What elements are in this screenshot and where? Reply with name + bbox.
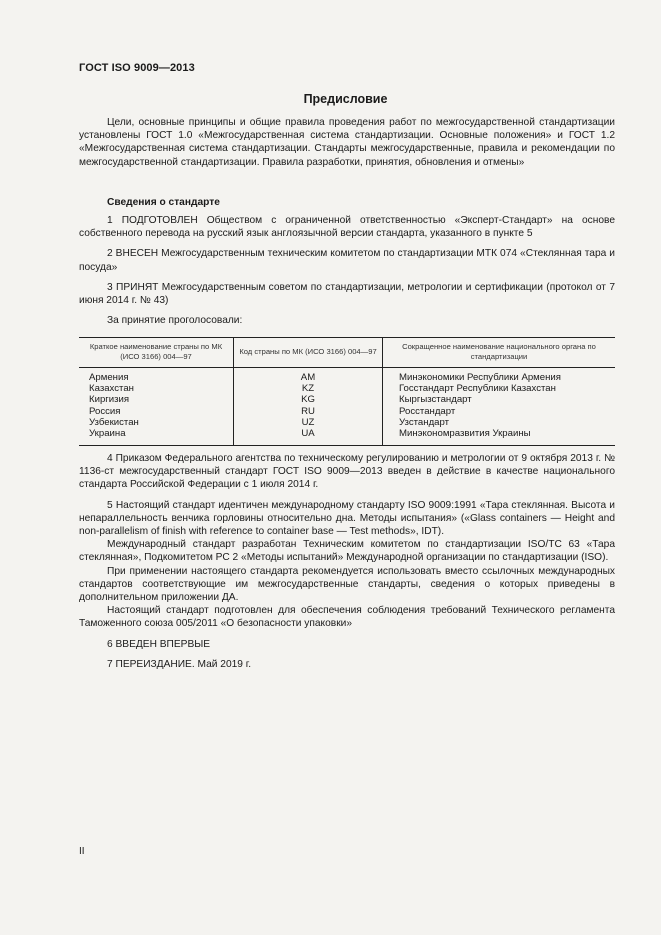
body-cell: Минэкономики Республики Армения	[399, 372, 561, 383]
item-7-paragraph: 7 ПЕРЕИЗДАНИЕ. Май 2019 г.	[107, 658, 252, 670]
country-cell: Казахстан	[89, 383, 134, 395]
code-cell: KG	[301, 394, 315, 406]
table-row	[79, 368, 615, 446]
item-4-paragraph: 4 Приказом Федерального агентства по техническому регулированию и метрологии от 9 октября 2013 г. № 1136-ст межгосударственный стандарт ГОСТ ISO 9009—2013 введен в действие в качестве национального стандарта Российской Федерации с 1 июля 2014 г.	[79, 453, 615, 491]
body-cell: Минэкономразвития Украины	[399, 428, 531, 440]
body-column	[383, 368, 616, 446]
details-block	[79, 452, 615, 671]
country-cell: Армения	[89, 372, 129, 383]
header-country: Краткое наименование страны по МК (ИСО 3166) 004—97	[79, 338, 234, 368]
info-block	[79, 214, 615, 327]
code-cell: RU	[301, 405, 315, 417]
intro-block	[79, 116, 615, 169]
item-5-developer-paragraph: Международный стандарт разработан Техническим комитетом по стандартизации ISO/TC 63 «Тара стеклянная», Подкомитетом РС 2 «Методы испытаний» Международной организации по стандартизации (ISO).	[79, 539, 615, 564]
body-cell: Госстандарт Республики Казахстан	[399, 383, 556, 395]
vote-table-header-row	[79, 338, 615, 368]
code-cell: UZ	[301, 416, 315, 428]
item-6-paragraph: 6 ВВЕДЕН ВПЕРВЫЕ	[107, 638, 211, 650]
country-cell: Киргизия	[89, 394, 130, 406]
header-code: Код страны по МК (ИСО 3166) 004—97	[234, 338, 383, 368]
code-cell: AM	[300, 372, 316, 383]
country-cell: Украина	[89, 428, 126, 440]
item-3-paragraph: 3 ПРИНЯТ Межгосударственным советом по стандартизации, метрологии и сертификации (протокол от 7 июня 2014 г. № 43)	[79, 281, 615, 307]
header-body: Сокращенное наименование национального органа по стандартизации	[383, 338, 616, 368]
vote-intro: За принятие проголосовали:	[107, 315, 243, 327]
item-2-paragraph: 2 ВНЕСЕН Межгосударственным техническим комитетом по стандартизации МТК 074 «Стеклянная тара и посуда»	[79, 248, 615, 273]
standard-id: ГОСТ ISO 9009—2013	[79, 62, 195, 74]
item-5-usage-paragraph: При применении настоящего стандарта рекомендуется использовать вместо ссылочных международных стандартов соответствующие им межгосударственные стандарты, сведения о которых приведены в дополнительном приложении ДА.	[79, 565, 615, 604]
body-cell: Кыргызстандарт	[399, 394, 472, 406]
country-cell: Узбекистан	[89, 416, 139, 428]
body-cell: Росстандарт	[399, 405, 456, 417]
item-5-paragraph: 5 Настоящий стандарт идентичен международному стандарту ISO 9009:1991 «Тара стеклянная. Высота и непараллельность венчика горловины относительно дна. Методы испытания» («Glass containers — Height and non-parallelism of finish with reference to container base — Test methods», IDT).	[79, 499, 615, 538]
item-1-paragraph: 1 ПОДГОТОВЛЕН Обществом с ограниченной ответственностью «Эксперт-Стандарт» на основе собственного перевода на русский язык англоязычной версии стандарта, указанного в пункте 5	[79, 215, 615, 240]
code-cell: KZ	[301, 383, 315, 395]
page-title: Предисловие	[303, 92, 388, 106]
item-5-regulation-paragraph: Настоящий стандарт подготовлен для обеспечения соблюдения требований Технического регламента Таможенного союза 005/2011 «О безопасности упаковки»	[79, 605, 615, 630]
country-cell: Россия	[89, 405, 121, 417]
section-title: Сведения о стандарте	[107, 197, 220, 208]
page-number: II	[79, 846, 85, 857]
code-cell: UA	[301, 428, 315, 440]
country-column	[79, 368, 234, 446]
intro-paragraph: Цели, основные принципы и общие правила проведения работ по межгосударственной стандартизации установлены ГОСТ 1.0 «Межгосударственная система стандартизации. Основные положения» и ГОСТ 1.2 «Межгосударственная система стандартизации. Стандарты межгосударственные, правила и рекомендации по межгосударственной стандартизации. Правила разработки, принятия, обновления и отмены»	[79, 117, 615, 168]
body-cell: Узстандарт	[399, 416, 450, 428]
vote-table	[79, 337, 615, 446]
code-column	[234, 368, 383, 446]
